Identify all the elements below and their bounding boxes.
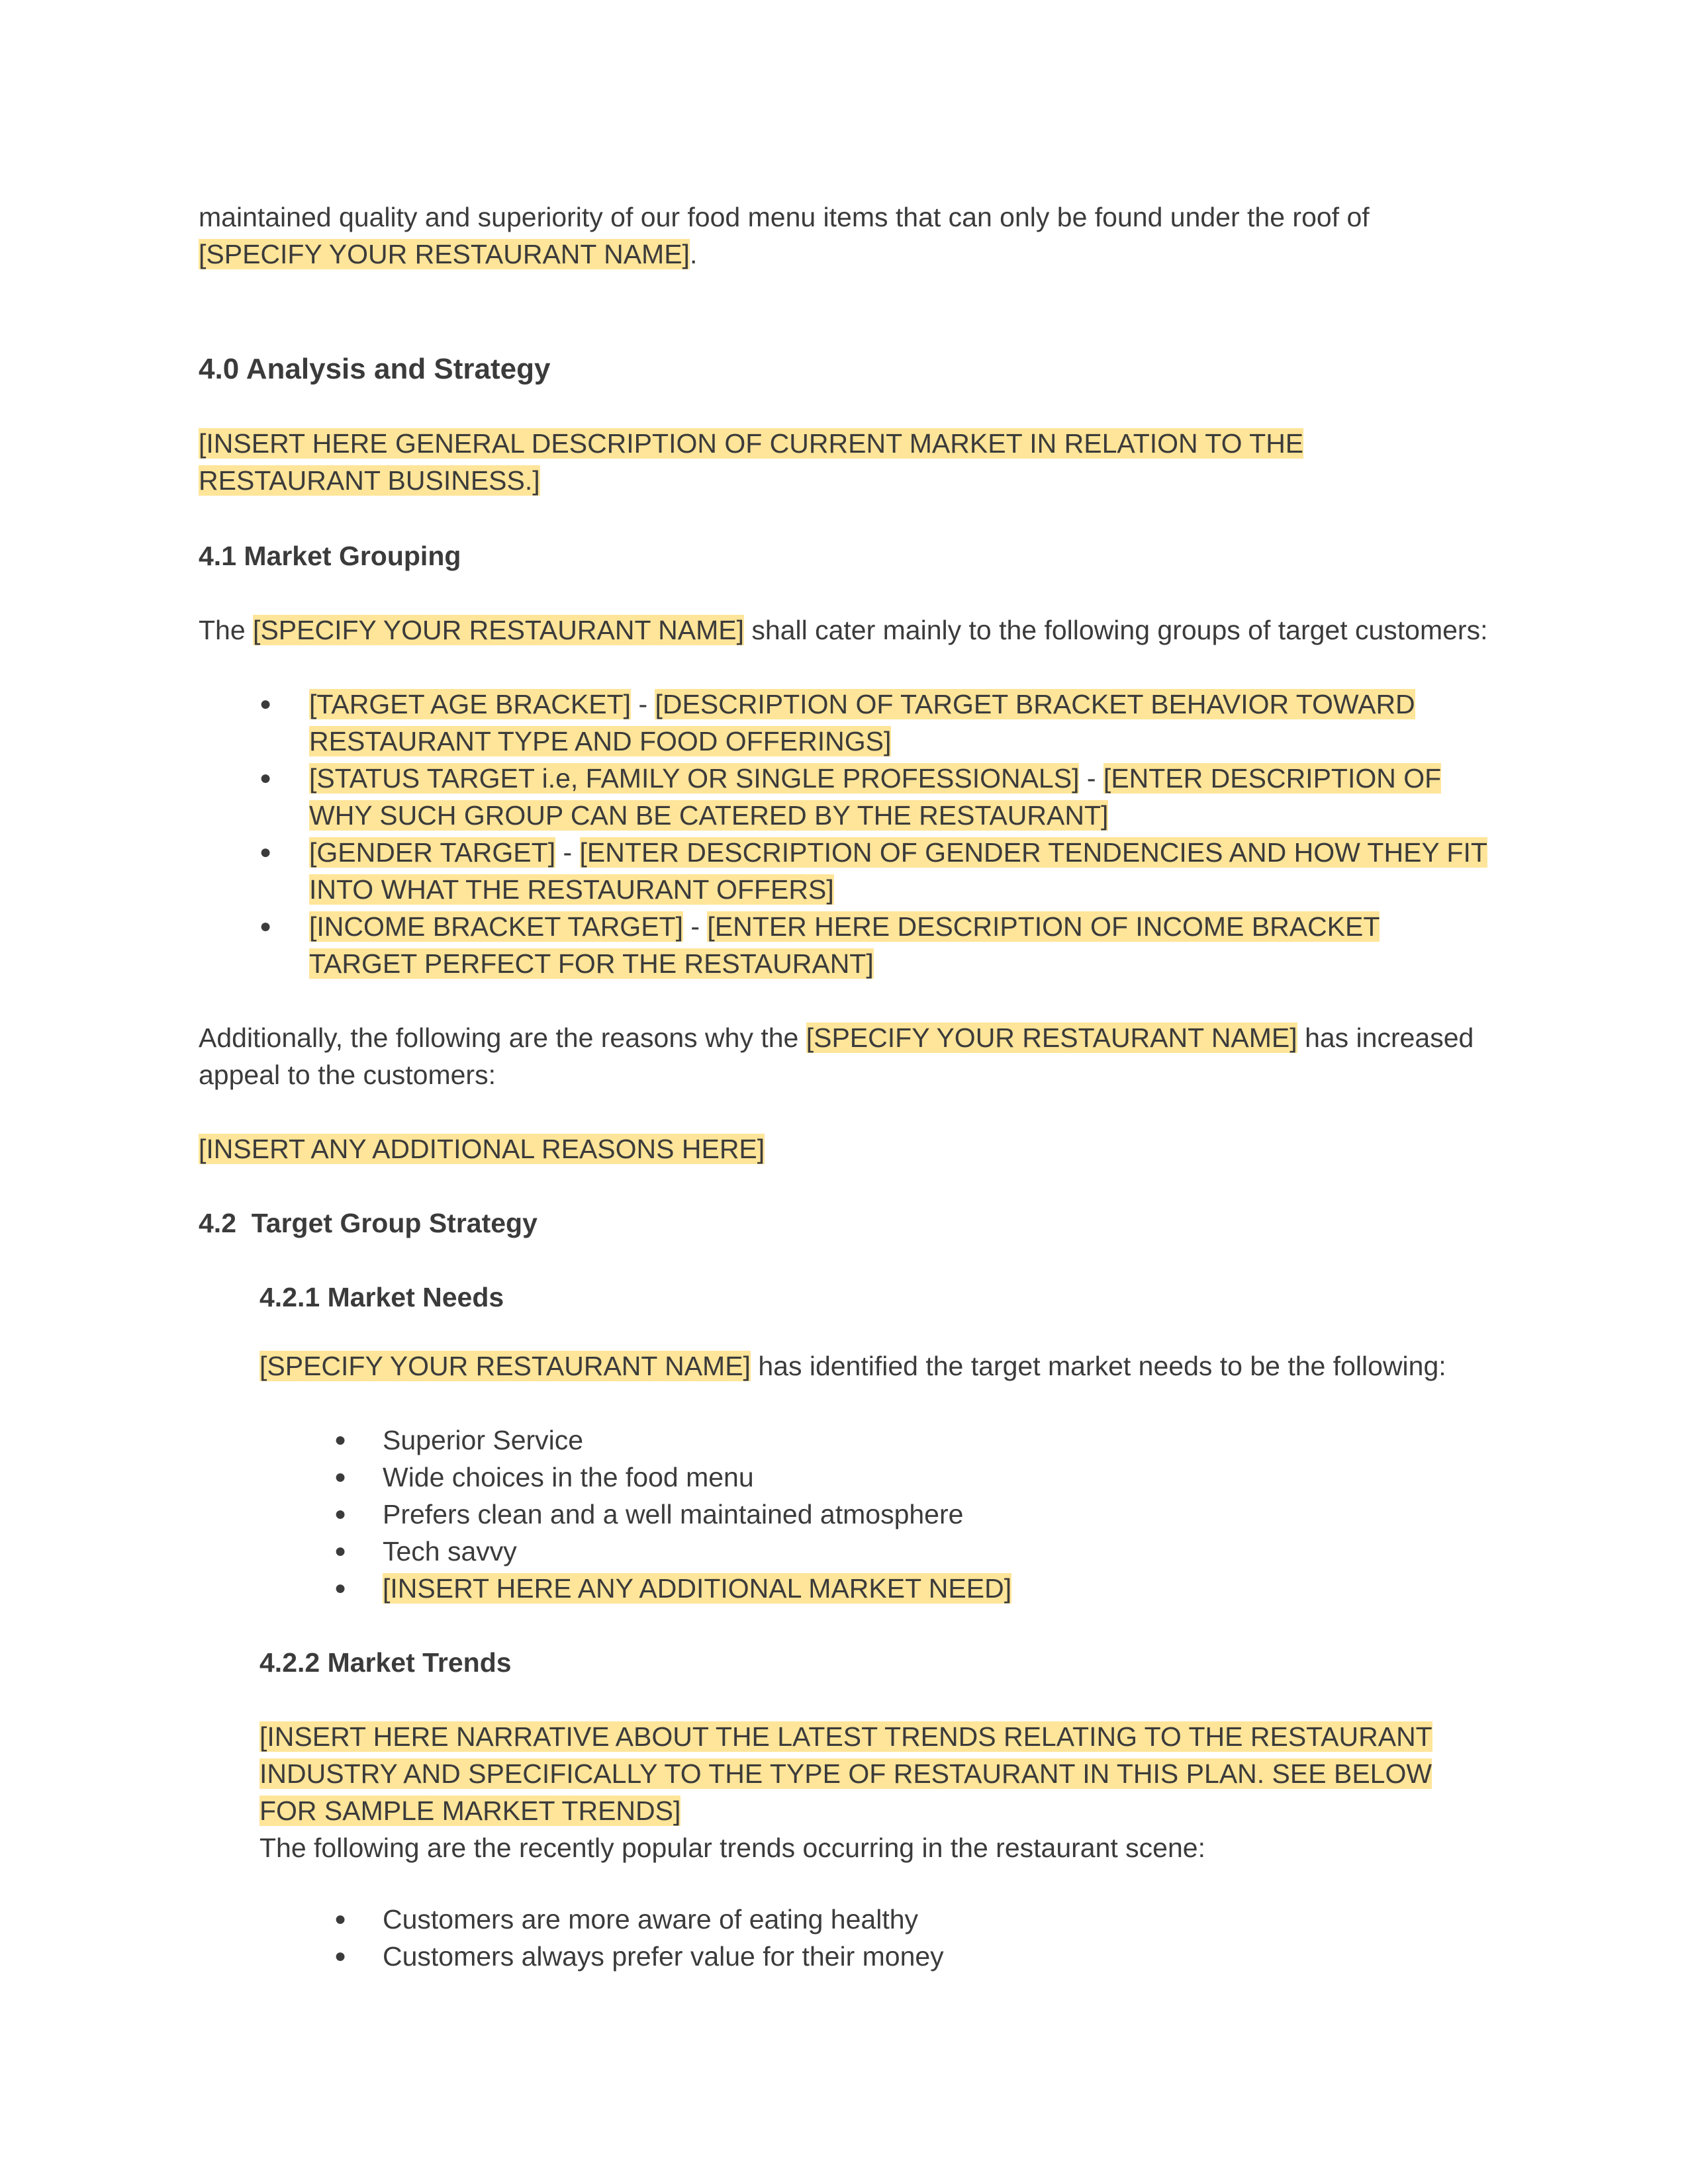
bullet-icon: ● <box>334 1945 347 1967</box>
market-needs-intro <box>259 1347 1489 1385</box>
additional-text: Additionally, the following are the reasons why the <box>199 1023 806 1053</box>
list-item <box>259 760 1489 834</box>
list-item <box>334 1422 1489 1459</box>
list-item-text: Tech savvy <box>383 1536 517 1567</box>
market-trends-list <box>334 1901 1489 1975</box>
list-item <box>334 1901 1489 1938</box>
bullet-icon: ● <box>334 1908 347 1930</box>
restaurant-name-placeholder: [SPECIFY YOUR RESTAURANT NAME] <box>259 1351 751 1381</box>
section-4-0-placeholder-paragraph <box>199 425 1489 499</box>
section-4-2-2-heading: 4.2.2 Market Trends <box>259 1647 512 1678</box>
market-trends-placeholder: [INSERT HERE NARRATIVE ABOUT THE LATEST TRENDS RELATING TO THE RESTAURANT INDUSTRY AND SPECIFICALLY TO THE TYPE OF RESTAURANT IN THIS PLAN. SEE BELOW FOR SAMPLE MARKET TRENDS] <box>259 1721 1432 1826</box>
market-grouping-intro <box>199 612 1489 649</box>
separator: - <box>682 911 708 942</box>
list-item-text: Prefers clean and a well maintained atmosphere <box>383 1499 964 1529</box>
bullet-icon: ● <box>334 1503 347 1525</box>
bullet-icon: ● <box>259 915 272 937</box>
list-item <box>259 908 1489 982</box>
market-needs-list <box>334 1422 1489 1607</box>
intro-text: The <box>199 615 254 645</box>
list-item <box>334 1496 1489 1533</box>
list-item-placeholder: [INSERT HERE ANY ADDITIONAL MARKET NEED] <box>383 1573 1012 1604</box>
section-4-1-heading: 4.1 Market Grouping <box>199 541 461 571</box>
placeholder-description: [DESCRIPTION OF TARGET BRACKET BEHAVIOR TOWARD RESTAURANT TYPE AND FOOD OFFERINGS] <box>309 689 1415 756</box>
continuation-period: . <box>689 239 698 269</box>
list-item <box>334 1533 1489 1570</box>
section-number: 4.2 <box>199 1208 236 1238</box>
bullet-icon: ● <box>259 841 272 863</box>
continuation-paragraph <box>199 199 1489 273</box>
placeholder-term: [INCOME BRACKET TARGET] <box>309 911 683 942</box>
placeholder-description: [ENTER HERE DESCRIPTION OF INCOME BRACKET TARGET PERFECT FOR THE RESTAURANT] <box>309 911 1380 979</box>
list-item <box>334 1459 1489 1496</box>
list-item <box>259 686 1489 760</box>
placeholder-description: [ENTER DESCRIPTION OF WHY SUCH GROUP CAN BE CATERED BY THE RESTAURANT] <box>309 763 1442 831</box>
market-trends-placeholder-paragraph <box>259 1718 1489 1829</box>
bullet-icon: ● <box>334 1466 347 1488</box>
target-customer-list <box>259 686 1489 982</box>
market-trends-intro: The following are the recently popular trends occurring in the restaurant scene: <box>259 1833 1205 1863</box>
bullet-icon: ● <box>259 767 272 789</box>
intro-text: shall cater mainly to the following groups of target customers: <box>744 615 1488 645</box>
bullet-icon: ● <box>334 1429 347 1451</box>
market-description-placeholder: [INSERT HERE GENERAL DESCRIPTION OF CURRENT MARKET IN RELATION TO THE RESTAURANT BUSINESS.] <box>199 428 1304 496</box>
restaurant-name-placeholder: [SPECIFY YOUR RESTAURANT NAME] <box>253 615 744 645</box>
placeholder-term: [STATUS TARGET i.e, FAMILY OR SINGLE PROFESSIONALS] <box>309 763 1080 794</box>
continuation-text: maintained quality and superiority of our food menu items that can only be found under the roof of <box>199 202 1370 232</box>
list-item <box>334 1938 1489 1975</box>
separator: - <box>555 837 580 868</box>
additional-reasons-placeholder-paragraph <box>199 1130 1489 1167</box>
bullet-icon: ● <box>334 1577 347 1599</box>
section-4-2-heading <box>199 1205 1489 1242</box>
list-item-text: Wide choices in the food menu <box>383 1462 754 1492</box>
separator: - <box>631 689 655 719</box>
section-title: Target Group Strategy <box>251 1208 538 1238</box>
list-item-text: Customers always prefer value for their money <box>383 1941 944 1972</box>
section-4-0-heading: 4.0 Analysis and Strategy <box>199 353 551 385</box>
additional-reasons-placeholder: [INSERT ANY ADDITIONAL REASONS HERE] <box>199 1134 765 1164</box>
bullet-icon: ● <box>334 1540 347 1562</box>
additional-reasons-paragraph <box>199 1019 1489 1093</box>
section-4-2-1-heading: 4.2.1 Market Needs <box>259 1282 504 1312</box>
list-item <box>259 834 1489 908</box>
list-item <box>334 1570 1489 1607</box>
restaurant-name-placeholder: [SPECIFY YOUR RESTAURANT NAME] <box>199 239 690 269</box>
list-item-text: Superior Service <box>383 1425 584 1455</box>
placeholder-term: [GENDER TARGET] <box>309 837 556 868</box>
intro-text: has identified the target market needs to be the following: <box>750 1351 1446 1381</box>
list-item-text: Customers are more aware of eating healthy <box>383 1904 919 1934</box>
placeholder-term: [TARGET AGE BRACKET] <box>309 689 632 719</box>
bullet-icon: ● <box>259 693 272 715</box>
placeholder-description: [ENTER DESCRIPTION OF GENDER TENDENCIES AND HOW THEY FIT INTO WHAT THE RESTAURANT OFFERS] <box>309 837 1487 905</box>
additional-text: has increased appeal to the customers: <box>199 1023 1474 1090</box>
restaurant-name-placeholder: [SPECIFY YOUR RESTAURANT NAME] <box>806 1023 1297 1053</box>
separator: - <box>1079 763 1103 794</box>
